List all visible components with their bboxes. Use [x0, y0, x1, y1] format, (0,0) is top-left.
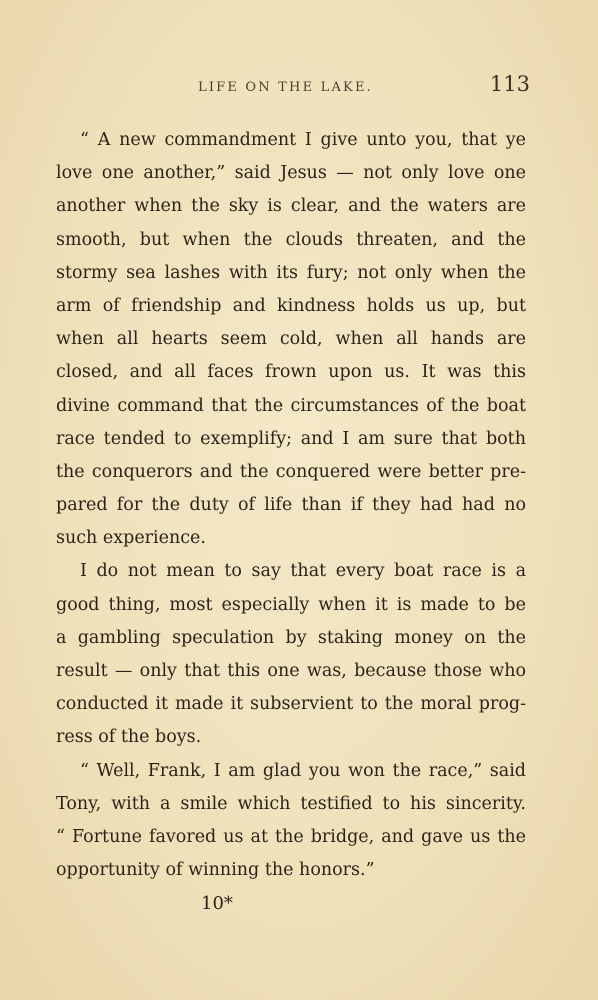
- body-text: [56, 124, 526, 887]
- text-line: Tony, with a smile which testified to his sincerity.: [56, 793, 526, 814]
- text-line: divine command that the circumstances of the boat: [56, 395, 526, 416]
- text-line: “ Well, Frank, I am glad you won the race,” said: [80, 760, 526, 781]
- text-line: love one another,” said Jesus — not only love one: [56, 163, 526, 184]
- running-head: [78, 72, 530, 100]
- paragraph-1: [56, 124, 526, 555]
- text-line: smooth, but when the clouds threaten, and the: [56, 229, 526, 250]
- text-line: closed, and all faces frown upon us. It was this: [56, 362, 526, 383]
- text-line: race tended to exemplify; and I am sure that both: [56, 428, 526, 449]
- text-line: pared for the duty of life than if they had had no: [56, 495, 526, 516]
- text-line: arm of friendship and kindness holds us up, but: [56, 295, 526, 316]
- text-line: “ Fortune favored us at the bridge, and gave us the: [56, 826, 526, 847]
- page-number: 113: [489, 72, 530, 96]
- text-line: stormy sea lashes with its fury; not only when the: [56, 262, 526, 283]
- text-line: the conquerors and the conquered were better pre-: [56, 461, 526, 482]
- text-line: opportunity of winning the honors.”: [56, 860, 375, 881]
- signature-mark: 10*: [201, 893, 233, 914]
- text-line: a gambling speculation by staking money on the: [56, 627, 526, 648]
- running-title: LIFE ON THE LAKE.: [198, 80, 373, 95]
- text-line: ress of the boys.: [56, 727, 202, 748]
- paragraph-2: [56, 555, 526, 754]
- paragraph-3: [56, 755, 526, 888]
- text-line: good thing, most especially when it is made to be: [56, 594, 526, 615]
- text-line: result — only that this one was, because those who: [56, 661, 526, 681]
- text-line: I do not mean to say that every boat race is a: [80, 561, 526, 582]
- text-line: conducted it made it subservient to the moral prog-: [56, 694, 526, 715]
- text-line: when all hearts seem cold, when all hands are: [56, 329, 526, 350]
- text-line: “ A new commandment I give unto you, that ye: [80, 130, 526, 150]
- text-line: another when the sky is clear, and the waters are: [56, 196, 526, 217]
- text-line: such experience.: [56, 528, 206, 549]
